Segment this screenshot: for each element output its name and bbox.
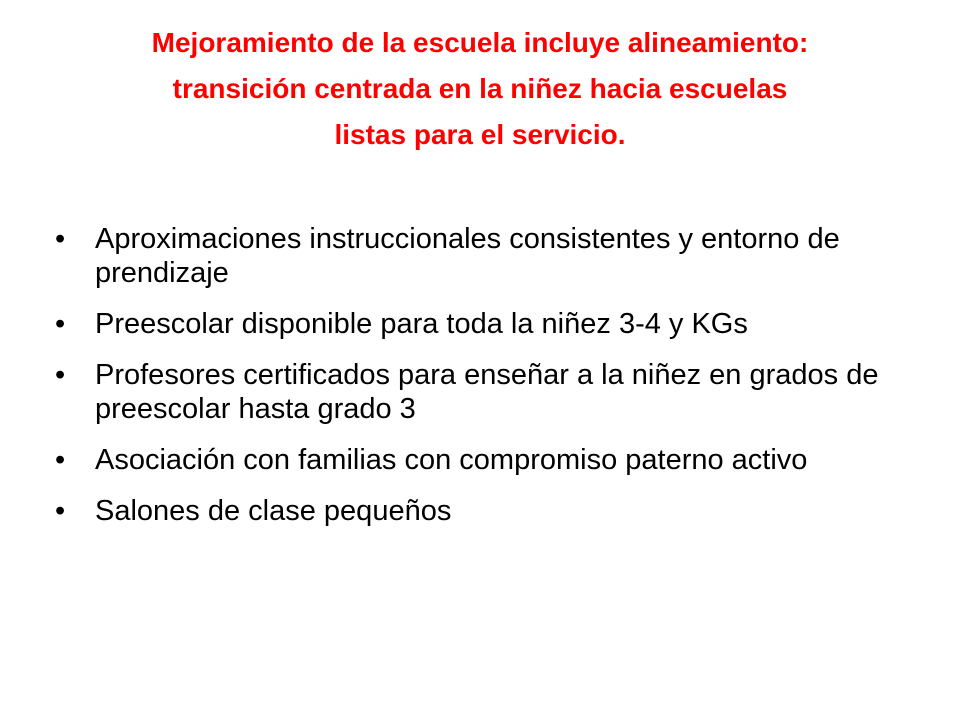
bullet-text: Aproximaciones instruccionales consistentes y entorno de prendizaje	[95, 223, 840, 289]
bullet-item	[55, 307, 885, 341]
bullet-item	[55, 222, 885, 290]
bullet-marker: •	[55, 444, 66, 476]
bullet-marker: •	[55, 359, 66, 391]
slide-title-line-3: listas para el servicio.	[334, 119, 626, 150]
bullet-marker: •	[55, 495, 66, 527]
bullet-text: Asociación con familias con compromiso paterno activo	[95, 444, 808, 476]
bullet-marker: •	[55, 223, 66, 255]
bullet-item	[55, 494, 885, 528]
bullet-text: Profesores certificados para enseñar a la niñez en grados de preescolar hasta grado 3	[95, 359, 879, 425]
bullet-list	[55, 222, 885, 545]
bullet-item	[55, 443, 885, 477]
slide-title	[40, 20, 920, 158]
bullet-item	[55, 358, 885, 426]
bullet-text: Salones de clase pequeños	[95, 495, 452, 527]
slide-title-line-1: Mejoramiento de la escuela incluye alineamiento:	[151, 27, 809, 58]
bullet-text: Preescolar disponible para toda la niñez 3-4 y KGs	[95, 308, 748, 340]
bullet-marker: •	[55, 308, 66, 340]
slide-title-line-2: transición centrada en la niñez hacia escuelas	[172, 73, 788, 104]
